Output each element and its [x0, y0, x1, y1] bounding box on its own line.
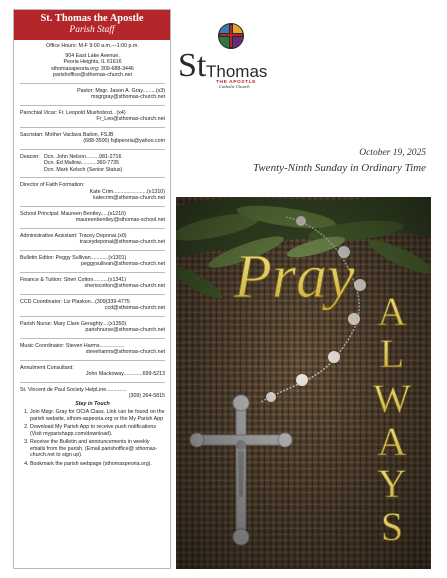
parish-name: St. Thomas the Apostle: [40, 13, 144, 24]
sacristan-line: Sacristan: Mother Vaclava Bailon, FSJB: [20, 131, 114, 138]
formation-name: Kate Crim.......................(x1310): [89, 188, 165, 195]
cover-word-pray: Pray: [234, 243, 355, 311]
deacon-1: Dcn. John Nelson.........981-2716: [44, 153, 122, 160]
parish-email[interactable]: parishoffice@sthomas-church.net: [53, 72, 132, 78]
list-item: 3. Receive the Bulletin and announcements in weekly emails from the parish. (Email parishoffice@ sthomas-church.net to sign up).: [30, 439, 165, 459]
always-letter-s: S: [380, 504, 404, 549]
finance-email[interactable]: sheriscotton@sthomas-church.net: [84, 283, 165, 289]
office-hours: Office Hours: M-F 9:00 a.m.—1:00 p.m.: [46, 43, 139, 49]
parish-staff-sidebar: [13, 9, 171, 569]
logo-mark: [178, 20, 268, 90]
admin-email[interactable]: traceydeponai@sthomas-church.net: [79, 239, 165, 245]
address-line-2: Peoria Heights, IL 61616: [63, 59, 122, 65]
parish-logo: [178, 20, 268, 90]
annulment-title: Annulment Consultant:: [20, 364, 74, 371]
logo-sub2: Catholic Church: [219, 84, 250, 89]
cover-image: [176, 197, 431, 569]
formation-title: Director of Faith Formation:: [20, 182, 85, 188]
logo-st: St: [178, 47, 207, 84]
pastor-email[interactable]: msgrgray@sthomas-church.net: [91, 94, 165, 100]
ccd-line: CCD Coordinator: Liz Plaskon...(309)339-4775: [20, 298, 130, 305]
nurse-email[interactable]: parishnurse@sthomas-church.net: [85, 327, 165, 333]
principal-line: School Principal: Maureen Bentley.....(x1210): [20, 210, 126, 217]
deacon-label: Deacon:: [20, 153, 40, 160]
vicar-email[interactable]: Fr_Leo@sthomas-church.net: [96, 116, 165, 122]
vicar-line: Parochial Vicar: Fr. Leopold Mushobozi.. (x4): [20, 109, 126, 116]
deacon-2: Dcn. Ed Mallow...........360-7735: [44, 160, 120, 166]
list-item: 4. Bookmark the parish webpage (sthomaspeoria.org).: [30, 461, 165, 468]
svdp-line: St. Vincent de Paul Society HelpLine..............: [20, 386, 127, 393]
always-letter-y: Y: [377, 461, 407, 506]
always-letter-l: L: [379, 331, 405, 376]
sacristan-contact: (688-3500) fsjbpeoria@yahoo.com: [83, 138, 165, 144]
bulletin-date: October 19, 2025: [359, 148, 426, 158]
ccd-email[interactable]: ccd@sthomas-church.net: [104, 305, 165, 311]
annulment-line: John Mackoway.............699-5213: [85, 371, 165, 377]
deacon-3: Dcn. Mark Kelsch (Senior Status): [44, 166, 123, 173]
svdp-phone: (309) 264-5815: [128, 393, 165, 399]
stay-in-touch-list: [20, 409, 165, 467]
music-line: Music Coordinator: Steven Harms.................: [20, 342, 125, 349]
sidebar-header: [14, 10, 170, 40]
pastor-line: Pastor: Msgr. Jason A. Gray.........(x3): [77, 87, 165, 94]
music-email[interactable]: stevehamrs@sthomas-church.net: [85, 349, 165, 355]
contact-line: sthomasapeoria.org: 309-688-3446: [51, 65, 134, 72]
always-letter-a: A: [377, 289, 407, 334]
list-item: 1. Join Msgr. Gray for OCIA Class. Link can be found on the parish website, sthom-aspeoria.org or the My Parish App: [30, 409, 165, 422]
liturgical-sunday: Twenty-Ninth Sunday in Ordinary Time: [253, 162, 426, 174]
admin-line: Administrative Assistant: Tracey Deponai.(x0): [20, 232, 127, 239]
rosary-photo: [176, 197, 431, 569]
nurse-line: Parish Nurse: Mary Clare Geraghty....(x1350): [20, 320, 127, 327]
address-line-1: 904 East Lake Avenue,: [65, 52, 120, 59]
logo-sub1: THE APOSTLE: [216, 80, 257, 85]
formation-email[interactable]: katecrim@sthomas-church.net: [93, 195, 165, 201]
finance-line: Finance & Tuition: Sheri Cotton..........(x1341): [20, 276, 126, 283]
principal-email[interactable]: maureenbentley@sthomas-school.net: [75, 217, 165, 223]
bulletin-line: Bulletin Editor: Peggy Sullivan............(x1301): [20, 254, 127, 261]
always-letter-a2: A: [377, 419, 407, 464]
parish-staff-title: Parish Staff: [69, 25, 115, 35]
stay-in-touch-title: Stay in Touch: [75, 400, 110, 407]
bulletin-email[interactable]: peggysullivan@sthomas-church.net: [81, 261, 165, 267]
logo-name: Thomas: [206, 62, 268, 81]
always-letter-w: W: [373, 376, 411, 421]
list-item: 2. Download My Parish App to receive push notifications (Visit myparishapp.com/download).: [30, 424, 165, 437]
